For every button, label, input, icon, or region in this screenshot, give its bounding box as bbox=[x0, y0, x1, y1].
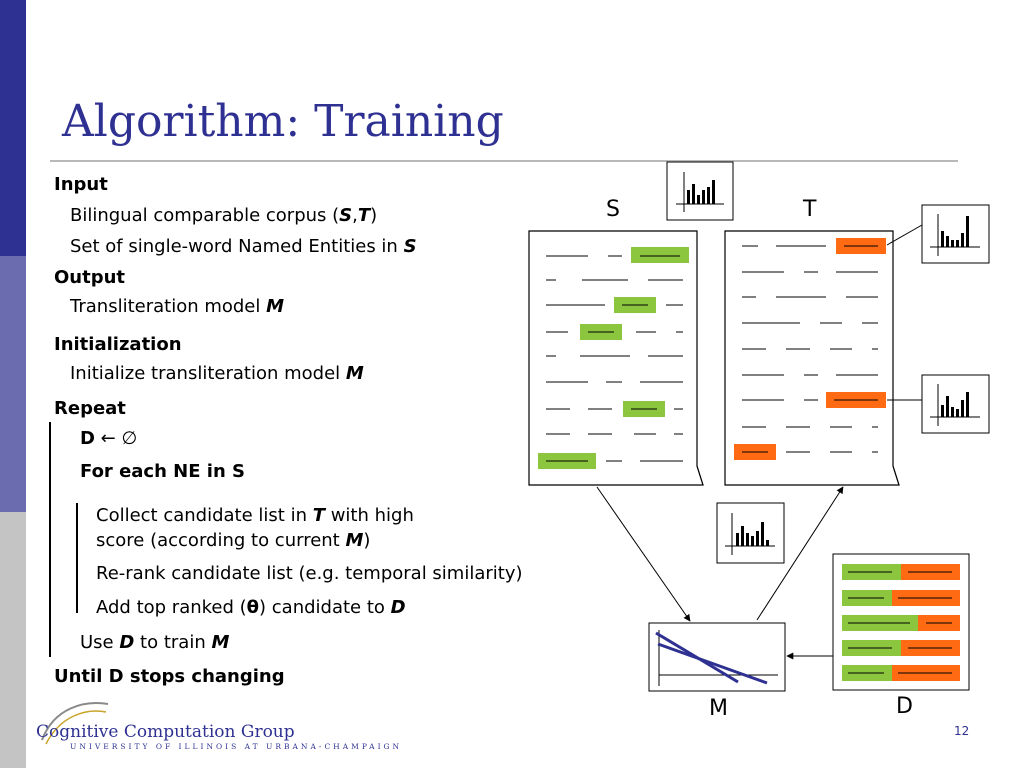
rerank-line: Re-rank candidate list (e.g. temporal similarity) bbox=[96, 563, 523, 584]
label-m: M bbox=[709, 696, 728, 721]
label-s: S bbox=[606, 197, 620, 222]
collect-line-2: score (according to current M) bbox=[96, 530, 371, 551]
document-t bbox=[725, 231, 899, 485]
histogram-icon-right-top bbox=[922, 205, 989, 263]
document-s bbox=[529, 231, 703, 485]
input-line-corpus: Bilingual comparable corpus (S,T) bbox=[70, 205, 378, 226]
use-d-line: Use D to train M bbox=[80, 632, 230, 653]
logo-name: Cognitive Computation Group bbox=[36, 722, 295, 742]
dictionary-d-box bbox=[833, 554, 969, 690]
page-number: 12 bbox=[954, 724, 970, 738]
output-heading: Output bbox=[54, 267, 126, 288]
until-line: Until D stops changing bbox=[54, 666, 285, 687]
d-init-line: D ← ∅ bbox=[80, 428, 138, 449]
label-d: D bbox=[896, 694, 913, 719]
slide-title: Algorithm: Training bbox=[62, 96, 504, 147]
initialization-heading: Initialization bbox=[54, 334, 182, 355]
input-line-entities: Set of single-word Named Entities in S bbox=[70, 236, 417, 257]
add-top-ranked-line: Add top ranked (θ) candidate to D bbox=[96, 597, 406, 618]
model-m-box bbox=[649, 623, 785, 691]
repeat-heading: Repeat bbox=[54, 398, 126, 419]
histogram-icon-top bbox=[667, 162, 733, 220]
logo-university: UNIVERSITY OF ILLINOIS AT URBANA-CHAMPAIGN bbox=[70, 742, 403, 751]
histogram-icon-middle bbox=[717, 503, 784, 563]
input-heading: Input bbox=[54, 174, 108, 195]
output-line: Transliteration model M bbox=[70, 296, 285, 317]
label-t: T bbox=[803, 197, 817, 222]
initialization-line: Initialize transliteration model M bbox=[70, 363, 364, 384]
histogram-icon-right-bottom bbox=[922, 375, 989, 433]
for-each-line: For each NE in S bbox=[80, 461, 246, 482]
arrow-s-to-m bbox=[597, 487, 690, 621]
collect-line-1: Collect candidate list in T with high bbox=[96, 505, 414, 526]
